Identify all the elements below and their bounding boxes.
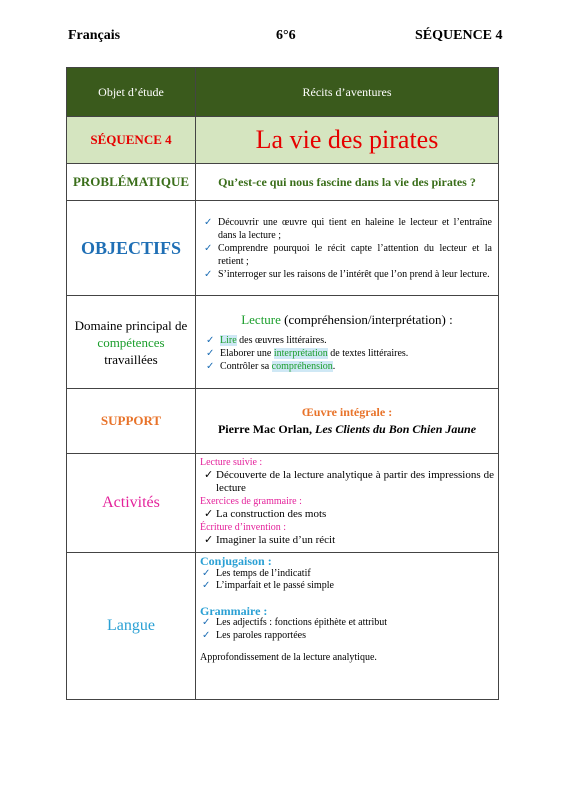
domaine-line: Domaine principal de	[74, 317, 188, 333]
support-row	[67, 389, 499, 454]
item-text: des œuvres littéraires.	[236, 334, 327, 346]
objectif-text: S’interroger sur les raisons de l’intérêt que l’on prend à leur lecture.	[218, 268, 490, 280]
check-icon: ✓	[202, 617, 211, 628]
activity-item: Découverte de la lecture analytique à partir des impressions de lecture	[216, 469, 494, 494]
check-icon: ✓	[202, 580, 211, 591]
problematique-label: PROBLÉMATIQUE	[67, 164, 196, 201]
highlight-text: Lire	[220, 334, 237, 346]
list-item	[202, 268, 492, 281]
domaine-line: travaillées	[104, 351, 158, 367]
activites-content	[196, 454, 499, 553]
problematique-question: Qu’est-ce qui nous fascine dans la vie des pirates ?	[196, 164, 499, 201]
objectifs-content	[196, 201, 499, 296]
support-content	[196, 389, 499, 454]
list-item	[200, 617, 494, 630]
list-item	[204, 347, 490, 360]
sequence-table	[66, 67, 499, 700]
item-text: .	[332, 360, 336, 372]
langue-label: Langue	[67, 553, 196, 700]
list-item	[200, 534, 494, 547]
check-icon: ✓	[204, 268, 213, 280]
activity-heading: Écriture d’invention :	[200, 522, 287, 533]
list-item	[200, 508, 494, 521]
list-item	[200, 469, 494, 495]
list-item	[204, 334, 490, 347]
check-icon: ✓	[204, 216, 213, 228]
head-right-cell: Récits d’aventures	[196, 68, 499, 117]
check-icon: ✓	[206, 347, 215, 359]
list-item	[202, 216, 492, 242]
list-item	[200, 568, 494, 581]
check-icon: ✓	[202, 629, 211, 641]
domaine-row	[67, 296, 499, 389]
sequence-label: SÉQUENCE 4	[67, 117, 196, 164]
problematique-row	[67, 164, 499, 201]
item-text: Elaborer une	[220, 347, 274, 359]
langue-item: Les adjectifs : fonctions épithète et attribut	[216, 617, 388, 628]
table-head-row	[67, 68, 499, 117]
check-icon: ✓	[204, 469, 214, 481]
activites-label: Activités	[67, 454, 196, 553]
langue-row	[67, 553, 499, 700]
support-title: Œuvre intégrale :	[301, 405, 393, 419]
check-icon: ✓	[202, 567, 211, 579]
check-icon: ✓	[204, 508, 214, 520]
highlight-text: compréhension	[271, 360, 333, 372]
check-icon: ✓	[206, 334, 215, 346]
list-item	[202, 242, 492, 268]
langue-item: Les temps de l’indicatif	[216, 567, 311, 579]
check-icon: ✓	[204, 534, 214, 546]
support-author: Pierre Mac Orlan,	[217, 422, 316, 436]
objectifs-row	[67, 201, 499, 296]
sequence-title: La vie des pirates	[196, 117, 499, 164]
lecture-heading	[204, 312, 490, 328]
support-label: SUPPORT	[67, 389, 196, 454]
langue-heading: Grammaire :	[200, 603, 268, 618]
domaine-line: compétences	[97, 334, 165, 350]
objectifs-label: OBJECTIFS	[67, 201, 196, 296]
check-icon: ✓	[206, 360, 215, 372]
header-subject: Français	[68, 28, 121, 43]
langue-content	[196, 553, 499, 700]
objectif-text: Découvrir une œuvre qui tient en haleine le lecteur et l’entraîne dans la lecture ;	[218, 216, 492, 241]
activity-item: Imaginer la suite d’un récit	[216, 534, 336, 546]
activity-heading: Exercices de grammaire :	[200, 496, 302, 507]
check-icon: ✓	[204, 242, 213, 254]
support-work-line	[196, 422, 498, 437]
langue-note: Approfondissement de la lecture analytique.	[200, 652, 377, 663]
sequence-title-row	[67, 117, 499, 164]
domaine-content	[196, 296, 499, 389]
activity-heading: Lecture suivie :	[200, 457, 263, 468]
lecture-rest: (compréhension/interprétation) :	[280, 311, 453, 327]
lecture-word: Lecture	[241, 311, 281, 327]
item-text: de textes littéraires.	[327, 347, 409, 359]
header-sequence: SÉQUENCE 4	[415, 28, 503, 43]
activity-item: La construction des mots	[216, 508, 327, 520]
support-work: Les Clients du Bon Chien Jaune	[315, 422, 477, 436]
objectif-text: Comprendre pourquoi le récit capte l’attention du lecteur et la retient ;	[218, 242, 492, 267]
langue-item: L’imparfait et le passé simple	[216, 580, 334, 591]
list-item	[204, 360, 490, 373]
domaine-label	[67, 296, 196, 389]
list-item	[200, 580, 494, 593]
activites-row	[67, 454, 499, 553]
head-left-cell: Objet d’étude	[67, 68, 196, 117]
header-class: 6°6	[276, 28, 296, 43]
item-text: Contrôler sa	[220, 360, 272, 372]
langue-heading: Conjugaison :	[200, 554, 272, 568]
langue-item: Les paroles rapportées	[216, 629, 306, 641]
highlight-text: interprétation	[273, 347, 328, 359]
list-item	[200, 630, 494, 643]
